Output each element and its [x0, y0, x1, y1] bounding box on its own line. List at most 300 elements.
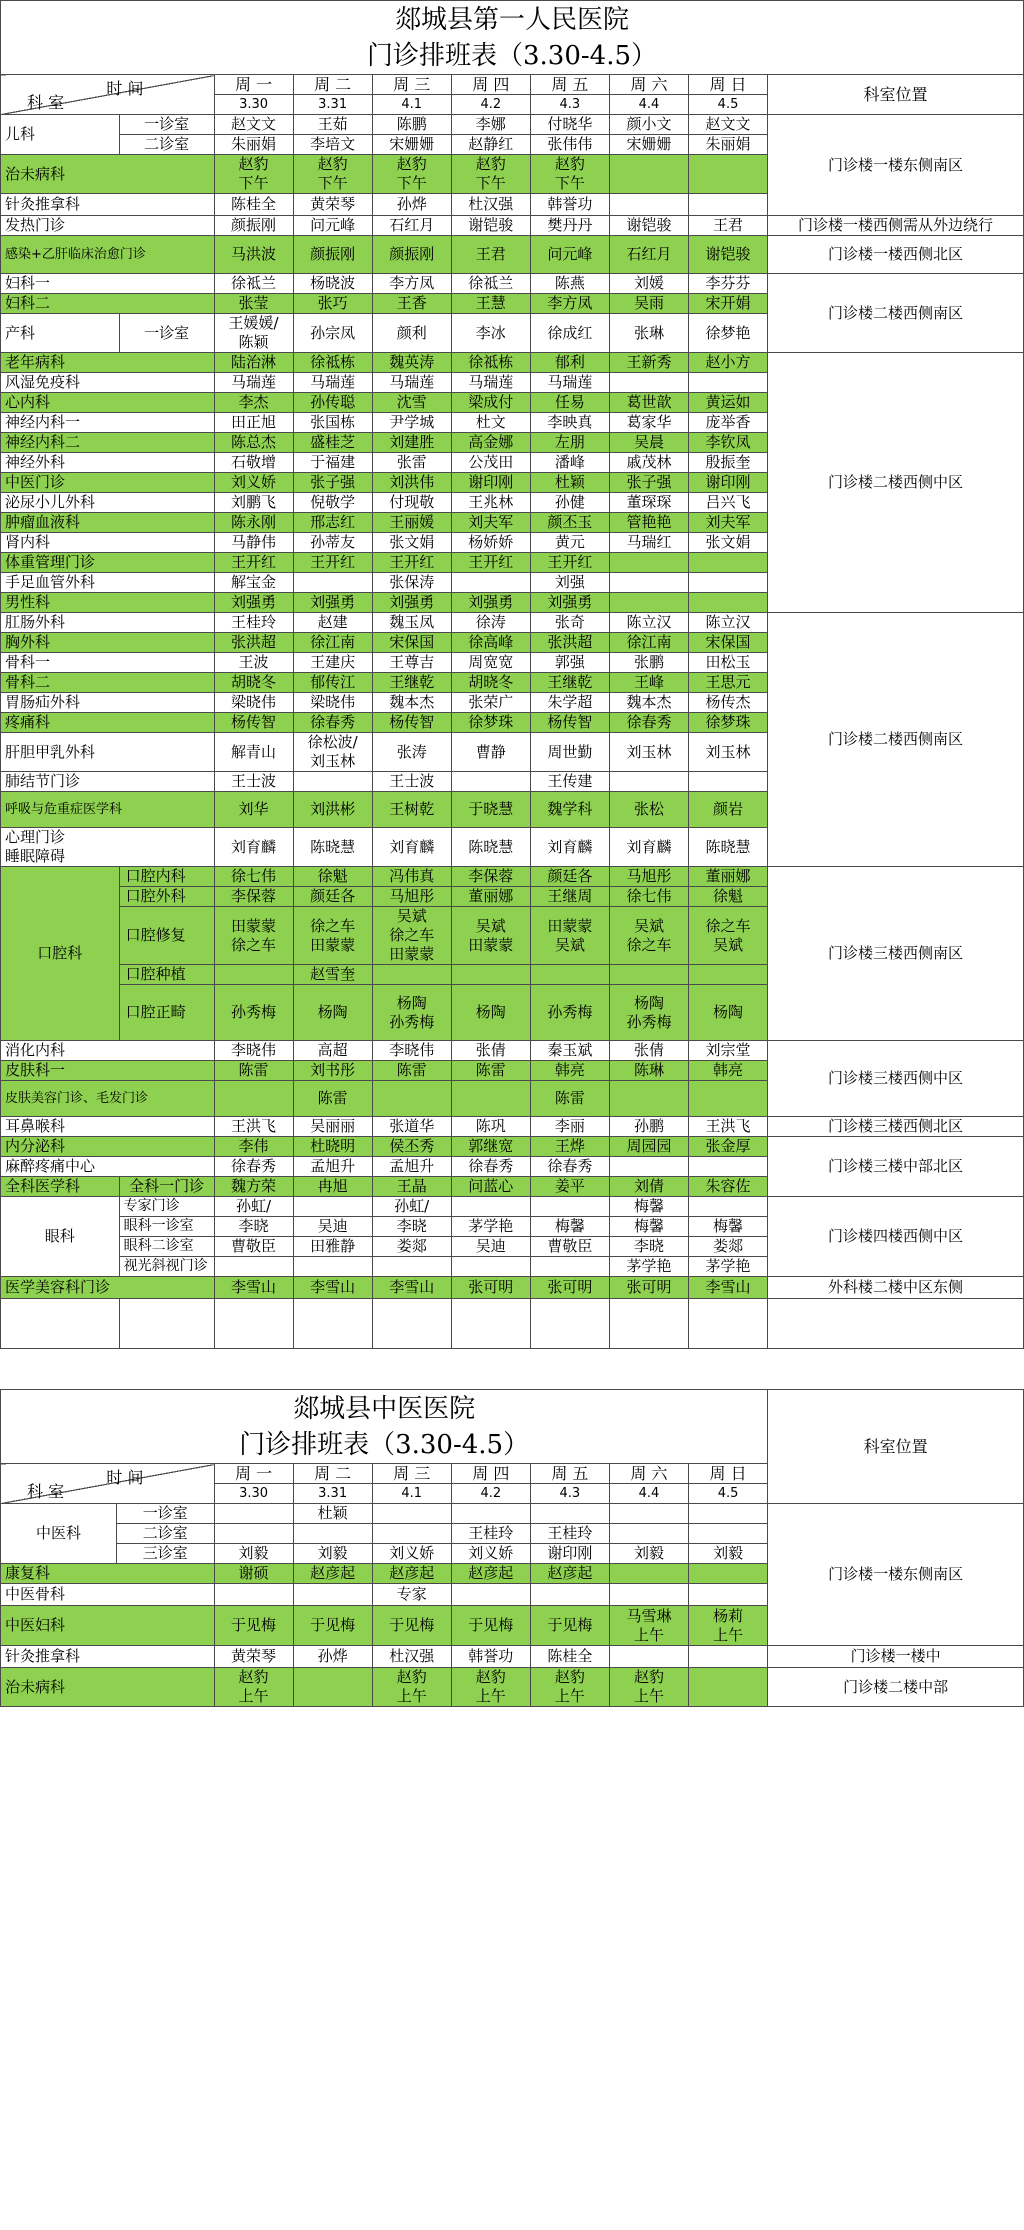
schedule-cell — [214, 1081, 293, 1117]
sub-label: 眼科一诊室 — [119, 1217, 214, 1237]
sub-label: 口腔正畸 — [119, 985, 214, 1041]
schedule-cell: 孙虹/ — [372, 1197, 451, 1217]
schedule-cell: 王洪飞 — [688, 1117, 767, 1137]
schedule-cell: 庞举香 — [688, 413, 767, 433]
schedule-cell: 杨陶 孙秀梅 — [372, 985, 451, 1041]
schedule-cell: 魏玉凤 — [372, 613, 451, 633]
sub-label: 二诊室 — [116, 1524, 214, 1544]
schedule-cell — [451, 1584, 530, 1606]
schedule-cell: 杨晓波 — [293, 274, 372, 294]
table-row — [1, 1, 1024, 75]
schedule-cell: 王尊吉 — [372, 653, 451, 673]
schedule-cell: 刘强 — [530, 573, 609, 593]
schedule-cell: 冯伟真 — [372, 867, 451, 887]
schedule-cell — [688, 772, 767, 792]
sub-label: 全科一门诊 — [119, 1177, 214, 1197]
schedule-cell: 石敬增 — [214, 453, 293, 473]
schedule-cell: 田雅静 — [293, 1237, 372, 1257]
schedule-cell — [451, 1197, 530, 1217]
empty-cell — [530, 1299, 609, 1349]
schedule-cell: 杨传智 — [372, 713, 451, 733]
dept-label: 麻醉疼痛中心 — [1, 1157, 215, 1177]
dept-label: 风湿免疫科 — [1, 373, 215, 393]
schedule-cell — [372, 1257, 451, 1277]
schedule-cell: 王开红 — [451, 553, 530, 573]
dept-label: 心内科 — [1, 393, 215, 413]
table-row — [1, 1277, 1024, 1299]
schedule-cell: 刘毅 — [293, 1544, 372, 1564]
dept-label: 心理门诊 睡眠障碍 — [1, 828, 215, 867]
dept-label: 皮肤科一 — [1, 1061, 215, 1081]
location-cell: 门诊楼三楼中部北区 — [768, 1137, 1024, 1197]
schedule-cell: 杨娇娇 — [451, 533, 530, 553]
schedule-cell: 张倩 — [609, 1041, 688, 1061]
schedule-cell: 刘玉林 — [609, 733, 688, 772]
schedule-cell: 谢印刚 — [530, 1544, 609, 1564]
schedule-cell: 马瑞莲 — [530, 373, 609, 393]
schedule-cell — [688, 553, 767, 573]
schedule-cell — [214, 1584, 293, 1606]
schedule-cell: 徐春秀 — [214, 1157, 293, 1177]
schedule-cell: 李晓 — [214, 1217, 293, 1237]
schedule-cell: 曹敬臣 — [530, 1237, 609, 1257]
schedule-cell: 王传建 — [530, 772, 609, 792]
schedule-cell: 赵彦起 — [293, 1564, 372, 1584]
schedule-cell: 李雪山 — [372, 1277, 451, 1299]
schedule-cell: 孙烨 — [372, 194, 451, 216]
schedule-cell: 田蒙蒙 吴斌 — [530, 907, 609, 965]
schedule-cell: 王建庆 — [293, 653, 372, 673]
schedule-cell: 赵文文 — [214, 115, 293, 135]
schedule-cell: 张子强 — [293, 473, 372, 493]
schedule-cell: 吴雨 — [609, 294, 688, 314]
schedule-cell: 杨传智 — [214, 713, 293, 733]
schedule-cell: 王桂玲 — [214, 613, 293, 633]
schedule-cell: 杜颖 — [293, 1504, 372, 1524]
date-header: 4.2 — [451, 95, 530, 115]
schedule-cell: 陈雷 — [372, 1061, 451, 1081]
sub-label: 一诊室 — [116, 1504, 214, 1524]
schedule-cell: 问蓝心 — [451, 1177, 530, 1197]
sub-label: 专家门诊 — [119, 1197, 214, 1217]
schedule-cell: 郭强 — [530, 653, 609, 673]
schedule-cell: 孙鹏 — [609, 1117, 688, 1137]
schedule-cell — [688, 965, 767, 985]
empty-cell — [1, 1299, 120, 1349]
date-header: 4.2 — [451, 1484, 530, 1504]
dept-label: 男性科 — [1, 593, 215, 613]
date-header: 4.4 — [609, 1484, 688, 1504]
table-row — [1, 75, 1024, 95]
schedule-cell: 于见梅 — [372, 1606, 451, 1646]
schedule-cell — [214, 1524, 293, 1544]
date-header: 4.3 — [530, 95, 609, 115]
schedule-cell: 杨陶 — [293, 985, 372, 1041]
dept-label: 肿瘤血液科 — [1, 513, 215, 533]
header-time: 时 间 — [106, 79, 144, 98]
schedule-cell — [688, 1504, 767, 1524]
location-header: 科室位置 — [768, 1390, 1024, 1504]
dept-label: 耳鼻喉科 — [1, 1117, 215, 1137]
location-cell: 门诊楼一楼西侧北区 — [768, 236, 1024, 274]
schedule-cell — [688, 1564, 767, 1584]
table-row — [1, 1041, 1024, 1061]
sub-label: 口腔内科 — [119, 867, 214, 887]
schedule-cell: 董丽娜 — [451, 887, 530, 907]
schedule-cell: 张伟伟 — [530, 135, 609, 155]
schedule-cell: 颜岩 — [688, 792, 767, 828]
schedule-cell: 刘育麟 — [530, 828, 609, 867]
dept-label: 妇科二 — [1, 294, 215, 314]
schedule-cell: 孙秀梅 — [214, 985, 293, 1041]
table-row — [1, 867, 1024, 887]
schedule-cell: 刘育麟 — [214, 828, 293, 867]
page-title — [1, 1390, 768, 1464]
schedule-cell: 董琛琛 — [609, 493, 688, 513]
schedule-cell — [451, 772, 530, 792]
schedule-cell: 于福建 — [293, 453, 372, 473]
dept-label: 眼科 — [1, 1197, 120, 1277]
schedule-cell: 韩亮 — [688, 1061, 767, 1081]
schedule-cell: 张雷 — [372, 453, 451, 473]
schedule-cell: 马静伟 — [214, 533, 293, 553]
schedule-cell: 徐成红 — [530, 314, 609, 353]
schedule-cell — [609, 155, 688, 194]
schedule-cell: 梅馨 — [688, 1217, 767, 1237]
schedule-cell: 茅学艳 — [609, 1257, 688, 1277]
dept-label: 老年病科 — [1, 353, 215, 373]
schedule-cell: 张巧 — [293, 294, 372, 314]
schedule-cell: 刘强勇 — [530, 593, 609, 613]
schedule-cell: 王晶 — [372, 1177, 451, 1197]
page-title — [1, 1, 1024, 75]
dept-label: 疼痛科 — [1, 713, 215, 733]
date-header: 4.3 — [530, 1484, 609, 1504]
schedule-cell: 黄荣琴 — [293, 194, 372, 216]
schedule-cell — [609, 194, 688, 216]
weekday-header: 周 五 — [530, 1464, 609, 1484]
schedule-cell: 刘强勇 — [372, 593, 451, 613]
schedule-cell: 朱学超 — [530, 693, 609, 713]
schedule-cell: 殷振奎 — [688, 453, 767, 473]
dept-label: 肛肠外科 — [1, 613, 215, 633]
weekday-header: 周 三 — [372, 75, 451, 95]
schedule-cell: 戚茂林 — [609, 453, 688, 473]
dept-label: 全科医学科 — [1, 1177, 120, 1197]
dept-label: 产科 — [1, 314, 120, 353]
schedule-cell — [688, 573, 767, 593]
schedule-cell — [688, 1646, 767, 1668]
schedule-cell: 董丽娜 — [688, 867, 767, 887]
schedule-cell — [609, 772, 688, 792]
schedule-cell — [293, 772, 372, 792]
schedule-cell — [451, 1257, 530, 1277]
weekday-header: 周 一 — [214, 75, 293, 95]
schedule-cell: 张文娟 — [372, 533, 451, 553]
schedule-cell: 宋保国 — [372, 633, 451, 653]
schedule-cell: 张鹏 — [609, 653, 688, 673]
location-cell: 门诊楼一楼中 — [768, 1646, 1024, 1668]
weekday-header: 周 六 — [609, 1464, 688, 1484]
dept-label: 中医妇科 — [1, 1606, 215, 1646]
header-dept: 科 室 — [27, 1482, 65, 1501]
schedule-cell: 赵豹 下午 — [372, 155, 451, 194]
schedule-cell: 娄郯 — [688, 1237, 767, 1257]
schedule-cell: 陈雷 — [451, 1061, 530, 1081]
schedule-cell: 黄荣琴 — [214, 1646, 293, 1668]
schedule-cell: 马旭彤 — [609, 867, 688, 887]
schedule-cell: 问元峰 — [530, 236, 609, 274]
schedule-cell: 朱丽娟 — [688, 135, 767, 155]
schedule-cell: 吴斌 田蒙蒙 — [451, 907, 530, 965]
schedule-cell: 曹敬臣 — [214, 1237, 293, 1257]
schedule-cell: 杜汉强 — [372, 1646, 451, 1668]
schedule-cell: 赵彦起 — [372, 1564, 451, 1584]
header-dept: 科 室 — [27, 93, 65, 112]
dept-label: 泌尿小儿外科 — [1, 493, 215, 513]
schedule-cell: 王树乾 — [372, 792, 451, 828]
sub-label: 一诊室 — [119, 314, 214, 353]
schedule-cell: 王峰 — [609, 673, 688, 693]
empty-cell — [609, 1299, 688, 1349]
schedule-cell: 刘育麟 — [372, 828, 451, 867]
schedule-cell: 徐梦珠 — [451, 713, 530, 733]
schedule-cell: 陈总杰 — [214, 433, 293, 453]
schedule-cell: 赵豹 下午 — [293, 155, 372, 194]
weekday-header: 周 二 — [293, 1464, 372, 1484]
date-header: 4.5 — [688, 95, 767, 115]
schedule-cell: 张国栋 — [293, 413, 372, 433]
schedule-cell: 张琳 — [609, 314, 688, 353]
empty-cell — [451, 1299, 530, 1349]
dept-label: 儿科 — [1, 115, 120, 155]
schedule-cell: 徐之车 吴斌 — [688, 907, 767, 965]
schedule-cell: 王桂玲 — [451, 1524, 530, 1544]
weekday-header: 周 四 — [451, 75, 530, 95]
schedule-cell: 盛桂芝 — [293, 433, 372, 453]
sub-label: 眼科二诊室 — [119, 1237, 214, 1257]
schedule-cell: 赵小方 — [688, 353, 767, 373]
schedule-cell: 颜振刚 — [293, 236, 372, 274]
schedule-cell: 孟旭升 — [293, 1157, 372, 1177]
schedule-cell: 马旭彤 — [372, 887, 451, 907]
schedule-cell: 赵豹 上午 — [214, 1668, 293, 1707]
schedule-cell: 刘义娇 — [214, 473, 293, 493]
dept-label: 胸外科 — [1, 633, 215, 653]
dept-label: 妇科一 — [1, 274, 215, 294]
schedule-cell — [609, 1584, 688, 1606]
schedule-cell: 刘强勇 — [293, 593, 372, 613]
location-cell: 门诊楼二楼西侧南区 — [768, 613, 1024, 867]
schedule-cell: 刘强勇 — [214, 593, 293, 613]
schedule-cell — [293, 1257, 372, 1277]
schedule-cell: 徐魁 — [293, 867, 372, 887]
schedule-cell: 于晓慧 — [451, 792, 530, 828]
schedule-cell: 李晓伟 — [372, 1041, 451, 1061]
schedule-cell: 赵豹 下午 — [451, 155, 530, 194]
schedule-cell: 胡晓冬 — [214, 673, 293, 693]
schedule-cell — [372, 965, 451, 985]
schedule-cell — [293, 573, 372, 593]
schedule-cell: 赵彦起 — [530, 1564, 609, 1584]
schedule-cell: 问元峰 — [293, 216, 372, 236]
location-cell: 门诊楼二楼西侧南区 — [768, 274, 1024, 353]
schedule-cell — [293, 1524, 372, 1544]
schedule-cell: 陈晓慧 — [688, 828, 767, 867]
schedule-cell: 马瑞莲 — [293, 373, 372, 393]
schedule-cell: 王媛媛/ 陈颖 — [214, 314, 293, 353]
schedule-cell: 魏方荣 — [214, 1177, 293, 1197]
schedule-cell — [214, 965, 293, 985]
schedule-cell: 付晓华 — [530, 115, 609, 135]
title-line-1: 郯城县第一人民医院 — [394, 4, 629, 35]
schedule-cell: 刘毅 — [688, 1544, 767, 1564]
schedule-cell: 田蒙蒙 徐之车 — [214, 907, 293, 965]
schedule-cell: 宋保国 — [688, 633, 767, 653]
schedule-cell: 解宝金 — [214, 573, 293, 593]
schedule-cell — [609, 1504, 688, 1524]
schedule-cell: 谢铠骏 — [688, 236, 767, 274]
dept-label: 中医门诊 — [1, 473, 215, 493]
schedule-cell: 陈鹏 — [372, 115, 451, 135]
schedule-cell: 张道华 — [372, 1117, 451, 1137]
schedule-cell: 颜丕玉 — [530, 513, 609, 533]
dept-label: 呼吸与危重症医学科 — [1, 792, 215, 828]
schedule-cell: 刘洪彬 — [293, 792, 372, 828]
empty-cell — [768, 1299, 1024, 1349]
schedule-cell: 马瑞莲 — [372, 373, 451, 393]
schedule-cell — [372, 1081, 451, 1117]
schedule-cell: 田松玉 — [688, 653, 767, 673]
schedule-cell: 徐祗兰 — [451, 274, 530, 294]
schedule-cell: 刘书彤 — [293, 1061, 372, 1081]
schedule-cell — [609, 373, 688, 393]
schedule-cell — [372, 1504, 451, 1524]
schedule-cell: 左朋 — [530, 433, 609, 453]
schedule-cell: 韩誉功 — [451, 1646, 530, 1668]
schedule-cell: 陈永刚 — [214, 513, 293, 533]
schedule-cell: 徐高峰 — [451, 633, 530, 653]
dept-label: 体重管理门诊 — [1, 553, 215, 573]
schedule-cell: 刘鹏飞 — [214, 493, 293, 513]
schedule-cell: 朱丽娟 — [214, 135, 293, 155]
schedule-cell: 李丽 — [530, 1117, 609, 1137]
sub-label: 视光斜视门诊 — [119, 1257, 214, 1277]
schedule-cell: 赵豹 上午 — [372, 1668, 451, 1707]
schedule-cell: 刘夫军 — [688, 513, 767, 533]
schedule-cell — [451, 573, 530, 593]
schedule-cell: 孙虹/ — [214, 1197, 293, 1217]
schedule-cell: 徐春秀 — [451, 1157, 530, 1177]
schedule-cell: 王新秀 — [609, 353, 688, 373]
schedule-cell: 颜振刚 — [214, 216, 293, 236]
schedule-cell: 张可明 — [609, 1277, 688, 1299]
schedule-cell: 田正旭 — [214, 413, 293, 433]
schedule-cell: 李伟 — [214, 1137, 293, 1157]
schedule-cell: 王士波 — [214, 772, 293, 792]
schedule-cell: 茅学艳 — [688, 1257, 767, 1277]
schedule-cell — [451, 1081, 530, 1117]
schedule-cell: 颜振刚 — [372, 236, 451, 274]
sub-label: 口腔外科 — [119, 887, 214, 907]
schedule-cell — [688, 1197, 767, 1217]
location-cell: 门诊楼二楼西侧中区 — [768, 353, 1024, 613]
location-cell: 门诊楼四楼西侧中区 — [768, 1197, 1024, 1277]
table-row — [1, 1668, 1024, 1707]
location-cell: 门诊楼一楼东侧南区 — [768, 115, 1024, 216]
schedule-cell: 王洪飞 — [214, 1117, 293, 1137]
schedule-cell: 刘育麟 — [609, 828, 688, 867]
schedule-cell: 刘玉林 — [688, 733, 767, 772]
schedule-cell — [530, 965, 609, 985]
schedule-cell: 马瑞红 — [609, 533, 688, 553]
dept-label: 神经内科二 — [1, 433, 215, 453]
schedule-cell: 颜廷各 — [530, 867, 609, 887]
sub-label: 二诊室 — [119, 135, 214, 155]
schedule-cell: 石红月 — [609, 236, 688, 274]
schedule-cell: 吴斌 徐之车 田蒙蒙 — [372, 907, 451, 965]
table-row — [1, 216, 1024, 236]
schedule-cell: 黄元 — [530, 533, 609, 553]
dept-label: 治未病科 — [1, 155, 215, 194]
schedule-cell: 樊丹丹 — [530, 216, 609, 236]
schedule-cell: 付现敬 — [372, 493, 451, 513]
schedule-cell: 王士波 — [372, 772, 451, 792]
table-row — [1, 1197, 1024, 1217]
schedule-cell: 徐春秀 — [609, 713, 688, 733]
schedule-cell: 王慧 — [451, 294, 530, 314]
schedule-cell — [688, 194, 767, 216]
schedule-cell — [609, 1081, 688, 1117]
dept-label: 内分泌科 — [1, 1137, 215, 1157]
weekday-header: 周 日 — [688, 75, 767, 95]
schedule-cell: 徐梦艳 — [688, 314, 767, 353]
location-cell: 门诊楼一楼东侧南区 — [768, 1504, 1024, 1646]
dept-label: 康复科 — [1, 1564, 215, 1584]
schedule-cell: 杨陶 孙秀梅 — [609, 985, 688, 1041]
schedule-cell: 公茂田 — [451, 453, 530, 473]
sub-label: 三诊室 — [116, 1544, 214, 1564]
schedule-cell — [609, 573, 688, 593]
schedule-cell: 徐梦珠 — [688, 713, 767, 733]
schedule-cell — [688, 1584, 767, 1606]
schedule-cell: 李芬芬 — [688, 274, 767, 294]
schedule-cell: 陈桂全 — [214, 194, 293, 216]
location-header: 科室位置 — [768, 75, 1024, 115]
schedule-cell: 王继乾 — [372, 673, 451, 693]
weekday-header: 周 二 — [293, 75, 372, 95]
sub-label: 口腔修复 — [119, 907, 214, 965]
schedule-cell: 徐七伟 — [609, 887, 688, 907]
empty-cell — [214, 1299, 293, 1349]
schedule-cell — [530, 1584, 609, 1606]
schedule-cell: 徐魁 — [688, 887, 767, 907]
date-header: 4.5 — [688, 1484, 767, 1504]
schedule-cell — [609, 965, 688, 985]
date-header: 4.4 — [609, 95, 688, 115]
schedule-cell — [293, 1197, 372, 1217]
schedule-cell: 陈立汉 — [609, 613, 688, 633]
schedule-cell: 李雪山 — [293, 1277, 372, 1299]
dept-label: 中医科 — [1, 1504, 117, 1564]
schedule-cell: 徐七伟 — [214, 867, 293, 887]
schedule-cell — [293, 1584, 372, 1606]
schedule-cell: 韩誉功 — [530, 194, 609, 216]
header-diagonal — [1, 75, 215, 115]
schedule-cell: 陈雷 — [530, 1081, 609, 1117]
schedule-cell: 陈晓慧 — [293, 828, 372, 867]
schedule-cell: 徐祗兰 — [214, 274, 293, 294]
